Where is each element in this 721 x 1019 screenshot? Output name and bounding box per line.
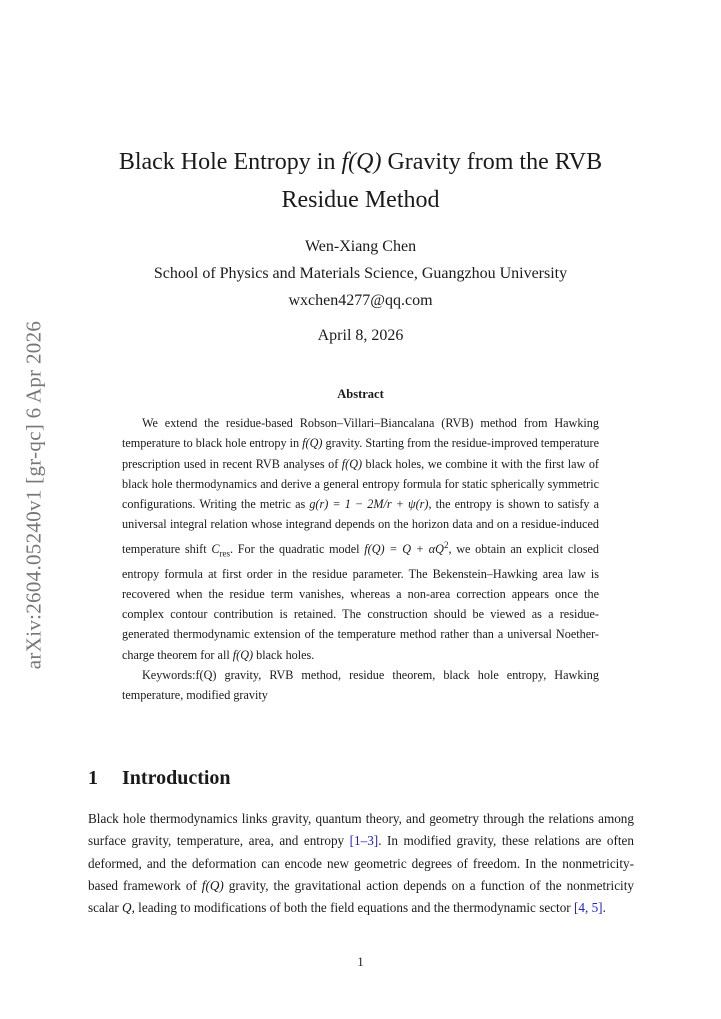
abstract-paragraph bbox=[122, 413, 599, 665]
abstract-text: . For the quadratic model bbox=[229, 541, 365, 556]
author-affiliation: School of Physics and Materials Science, Guangzhou University bbox=[153, 265, 568, 282]
abstract-text: , we obtain an explicit closed entropy formula at first order in the residue parameter. The Bekenstein–Hawking area law is recovered when the residue term vanishes, whereas a non-area correction appears once the complex contour contribution is retained. The construction should be viewed as a residue-generated thermodynamic extension of the temperature method rather than a universal Noether-charge theorem for all bbox=[122, 541, 599, 662]
intro-text: . In modified gravity, these relations are often deformed, and the deformation can encode new geometric degrees of freedom. In the nonmetricity-based framework of bbox=[88, 833, 634, 893]
introduction-paragraph bbox=[88, 808, 634, 919]
math-q: Q bbox=[122, 900, 132, 916]
title-line-2: Residue Method bbox=[281, 187, 440, 213]
abstract-heading: Abstract bbox=[337, 387, 384, 401]
publication-date: April 8, 2026 bbox=[317, 327, 404, 344]
abstract-text: We extend the residue-based Robson–Villari–Biancalana (RVB) method from Hawking temperature to black hole entropy in bbox=[122, 416, 599, 451]
abstract-text: gravity. Starting from the residue-improved temperature prescription used in recent RVB analyses of bbox=[122, 436, 599, 471]
math-fq: f(Q) bbox=[201, 877, 224, 893]
abstract-text: black holes, we combine it with the first law of black hole thermodynamics and derive a general entropy formula for static spherically symmetric configurations. Writing the metric as bbox=[122, 456, 599, 512]
section-title: Introduction bbox=[122, 767, 231, 789]
abstract-text: , the entropy is shown to satisfy a universal integral relation whose integrand depends on the horizon data and on a residue-induced temperature shift bbox=[122, 497, 599, 556]
math-metric: g(r) = 1 − 2M/r + ψ(r) bbox=[309, 497, 429, 512]
math-cres: C bbox=[211, 541, 220, 556]
paper-title bbox=[0, 143, 721, 219]
intro-text: , leading to modifications of both the field equations and the thermodynamic sector bbox=[131, 900, 574, 916]
title-part-post: Gravity from the RVB bbox=[381, 149, 603, 175]
title-math-fq: f(Q) bbox=[341, 149, 382, 175]
title-part-pre: Black Hole Entropy in bbox=[118, 149, 342, 175]
abstract-body bbox=[122, 413, 599, 706]
abstract-text: black holes. bbox=[253, 647, 315, 662]
citation-link[interactable]: [4, 5] bbox=[573, 900, 603, 916]
math-fq: f(Q) bbox=[341, 456, 363, 471]
math-fq: f(Q) bbox=[232, 647, 254, 662]
intro-text: Black hole thermodynamics links gravity, quantum theory, and geometry through the relations among surface gravity, temperature, area, and entropy bbox=[88, 811, 634, 849]
section-heading bbox=[88, 767, 231, 790]
arxiv-identifier-stamp: arXiv:2604.05240v1 [gr-qc] 6 Apr 2026 bbox=[21, 320, 46, 670]
abstract-keywords: Keywords:f(Q) gravity, RVB method, residue theorem, black hole entropy, Hawking temperature, modified gravity bbox=[122, 668, 599, 703]
author-email[interactable]: wxchen4277@qq.com bbox=[288, 292, 433, 309]
math-cres-subscript: res bbox=[219, 548, 230, 559]
intro-text: . bbox=[602, 900, 606, 916]
page-number: 1 bbox=[357, 955, 364, 969]
author-name: Wen-Xiang Chen bbox=[304, 238, 417, 255]
math-fq: f(Q) bbox=[302, 436, 323, 451]
intro-text: gravity, the gravitational action depends on a function of the nonmetricity scalar bbox=[88, 877, 634, 916]
citation-link[interactable]: [1–3] bbox=[349, 833, 379, 849]
math-model-exponent: 2 bbox=[443, 539, 449, 550]
section-number: 1 bbox=[88, 767, 98, 789]
math-quadratic-model: f(Q) = Q + αQ bbox=[364, 541, 444, 556]
